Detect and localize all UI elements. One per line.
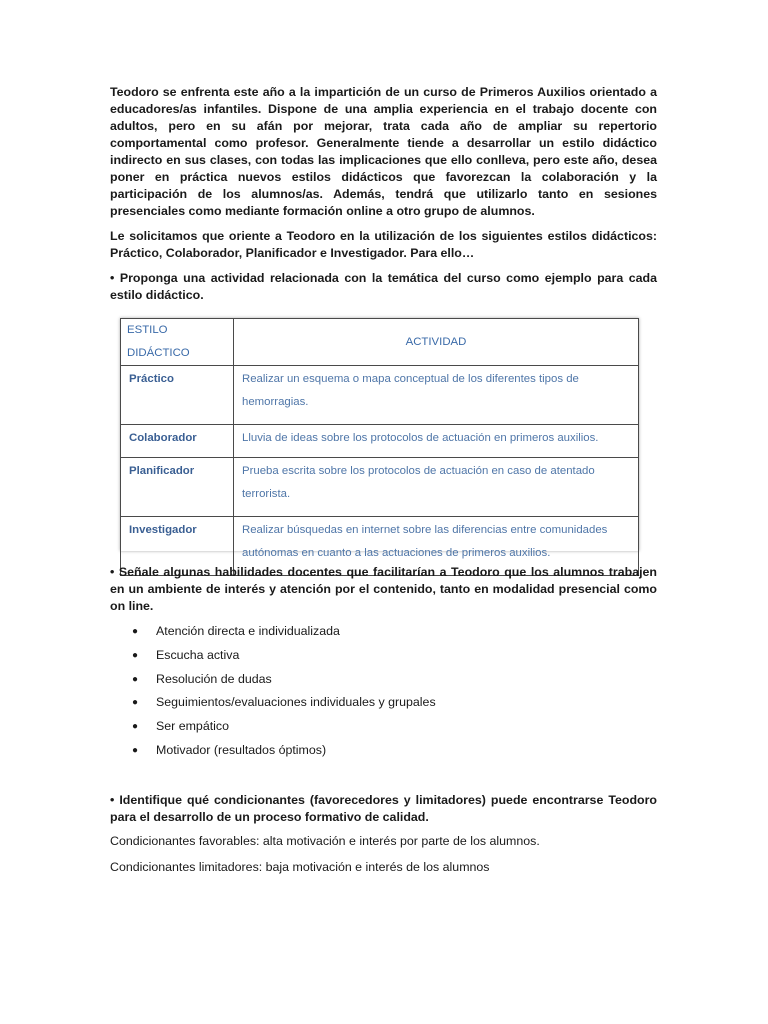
- table-row: [121, 458, 639, 517]
- bullet-icon: ●: [132, 649, 139, 661]
- skill-text: Motivador (resultados óptimos): [156, 742, 327, 757]
- table-row: [121, 366, 639, 425]
- bullet-icon: ●: [132, 673, 139, 685]
- skill-text: Seguimientos/evaluaciones individuales y grupales: [156, 695, 436, 710]
- favorable-conditions: Condicionantes favorables: alta motivación e interés por parte de los alumnos.: [110, 834, 540, 848]
- list-item: [110, 668, 436, 692]
- intro-paragraph: Teodoro se enfrenta este año a la impartición de un curso de Primeros Auxilios orientado a educadores/as infantiles. Dispone de una amplia experiencia en el trabajo docente con adultos, pero en su afán por mejorar, trata cada año de ampliar su repertorio comportamental como profesor. Generalmente tiende a desarrollar un estilo didáctico indirecto en sus clases, con todas las implicaciones que ello conlleva, pero este año, desea poner en práctica nuevos estilos didácticos que favorezcan la colaboración y la participación de los alumnos/as. Además, tendrá que utilizarlo tanto en sesiones presenciales como mediante formación online a otro grupo de alumnos.: [110, 85, 657, 218]
- skill-text: Ser empático: [156, 719, 230, 734]
- bullet-icon: ●: [132, 697, 139, 709]
- bullet-icon: ●: [132, 626, 139, 637]
- style-cell: Planificador: [121, 458, 234, 517]
- skill-text: Resolución de dudas: [156, 671, 272, 686]
- question-1: • Proponga una actividad relacionada con la temática del curso como ejemplo para cada estilo didáctico.: [110, 271, 657, 302]
- style-cell: Colaborador: [121, 425, 234, 458]
- question-3: • Identifique qué condicionantes (favorecedores y limitadores) puede encontrarse Teodoro para el desarrollo de un proceso formativo de calidad.: [110, 793, 657, 824]
- activity-cell: Realizar búsquedas en internet sobre las diferencias entre comunidades autónomas en cuanto a las actuaciones de primeros auxilios.: [234, 517, 639, 576]
- activity-table: [120, 318, 639, 576]
- skill-text: Atención directa e individualizada: [156, 624, 340, 638]
- style-cell: Práctico: [121, 366, 234, 425]
- limiting-conditions: Condicionantes limitadores: baja motivación e interés de los alumnos: [110, 860, 490, 874]
- list-item: [110, 691, 436, 715]
- skills-list: [110, 620, 436, 763]
- bullet-icon: ●: [132, 744, 139, 756]
- style-cell: Investigador: [121, 517, 234, 576]
- list-item: [110, 620, 436, 644]
- list-item: [110, 739, 436, 763]
- table-row: [121, 425, 639, 458]
- list-item: [110, 644, 436, 668]
- activity-table-image: [120, 318, 639, 559]
- question-2: • Señale algunas habilidades docentes que facilitarían a Teodoro que los alumnos trabajen en un ambiente de interés y atención por el contenido, tanto en modalidad presencial como on line.: [110, 565, 657, 613]
- bullet-icon: ●: [132, 721, 139, 733]
- header-actividad: ACTIVIDAD: [234, 319, 639, 366]
- skill-text: Escucha activa: [156, 647, 240, 662]
- activity-cell: Lluvia de ideas sobre los protocolos de actuación en primeros auxilios.: [234, 425, 639, 458]
- request-paragraph: Le solicitamos que oriente a Teodoro en la utilización de los siguientes estilos didácticos: Práctico, Colaborador, Planificador e Investigador. Para ello…: [110, 229, 657, 260]
- activity-cell: Prueba escrita sobre los protocolos de actuación en caso de atentado terrorista.: [234, 458, 639, 517]
- activity-cell: Realizar un esquema o mapa conceptual de los diferentes tipos de hemorragias.: [234, 366, 639, 425]
- header-estilo: ESTILO DIDÁCTICO: [121, 319, 234, 366]
- table-header-row: [121, 319, 639, 366]
- list-item: [110, 715, 436, 739]
